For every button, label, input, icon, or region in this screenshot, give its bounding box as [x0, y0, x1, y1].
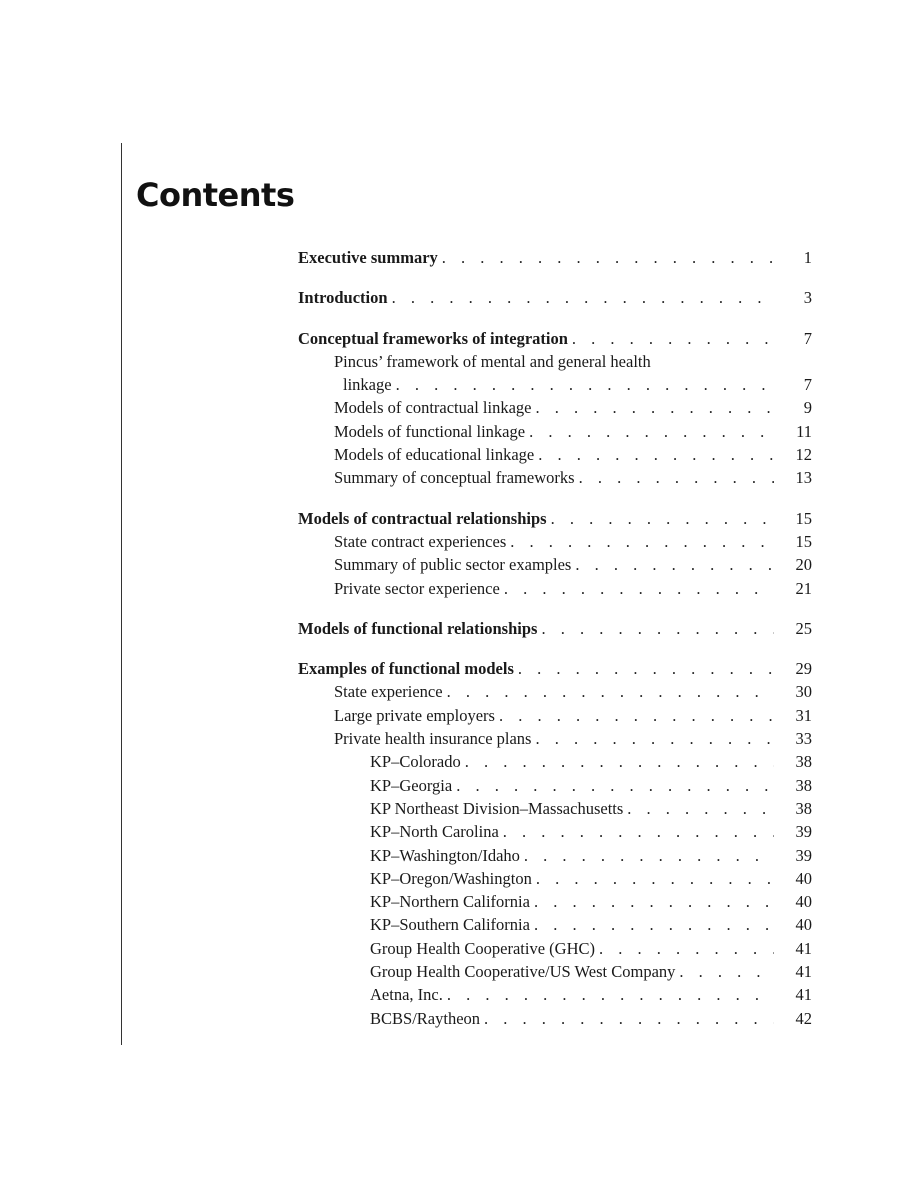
toc-entry[interactable] [298, 350, 812, 373]
toc-entry-label: Group Health Cooperative/US West Company [370, 962, 676, 982]
dot-leader [447, 680, 774, 703]
toc-entry-label: Introduction [298, 288, 388, 308]
toc-entry-label: Models of functional linkage [334, 421, 526, 441]
toc-entry-label: KP–North Carolina [370, 822, 499, 842]
dot-leader [396, 373, 774, 396]
dot-leader [572, 327, 774, 350]
dot-leader [534, 913, 774, 936]
dot-leader [627, 797, 774, 820]
toc-entry-label: Models of educational linkage [334, 445, 535, 465]
toc-entry[interactable] [298, 727, 812, 750]
toc-entry[interactable] [298, 867, 812, 890]
toc-entry-label: KP Northeast Division–Massachusetts [370, 798, 624, 818]
toc-entry[interactable] [298, 617, 812, 640]
dot-leader [499, 704, 774, 727]
dot-leader [518, 657, 774, 680]
toc-entry[interactable] [298, 704, 812, 727]
toc-page-number: 15 [795, 508, 812, 528]
toc-entry-label: Private health insurance plans [334, 729, 532, 749]
dot-leader [679, 960, 774, 983]
dot-leader [541, 617, 774, 640]
toc-entry[interactable] [298, 750, 812, 773]
dot-leader [538, 443, 774, 466]
dot-leader [535, 396, 774, 419]
dot-leader [535, 727, 774, 750]
toc-page-number: 40 [795, 915, 812, 935]
dot-leader [392, 286, 774, 309]
toc-entry-label: KP–Northern California [370, 892, 530, 912]
dot-leader [579, 466, 774, 489]
dot-leader [534, 890, 774, 913]
toc-entry-label: Aetna, Inc. [370, 985, 443, 1005]
dot-leader [465, 750, 774, 773]
toc-entry[interactable] [298, 680, 812, 703]
dot-leader [524, 844, 774, 867]
toc-page-number: 39 [795, 845, 812, 865]
toc-entry-label: Large private employers [334, 705, 495, 725]
toc-entry-label: Pincus’ framework of mental and general health [334, 351, 651, 371]
dot-leader [503, 820, 774, 843]
toc-entry[interactable] [298, 1007, 812, 1030]
toc-entry-label: Summary of conceptual frameworks [334, 468, 575, 488]
toc-page-number: 25 [795, 618, 812, 638]
toc-entry[interactable] [298, 530, 812, 553]
toc-entry-label: Models of contractual linkage [334, 398, 532, 418]
toc-page-number: 42 [795, 1008, 812, 1028]
toc-entry-label: Group Health Cooperative (GHC) [370, 938, 595, 958]
dot-leader [456, 774, 774, 797]
toc-page-number: 11 [796, 421, 812, 441]
toc-page-number: 20 [795, 555, 812, 575]
margin-rule [121, 143, 122, 1045]
toc-page-number: 30 [795, 682, 812, 702]
toc-entry[interactable] [298, 443, 812, 466]
toc-entry-label: Examples of functional models [298, 659, 514, 679]
toc-page-number: 9 [803, 398, 812, 418]
dot-leader [551, 507, 774, 530]
dot-leader [536, 867, 774, 890]
toc-entry[interactable] [298, 913, 812, 936]
toc-entry[interactable] [298, 820, 812, 843]
toc-page-number: 41 [795, 938, 812, 958]
toc-entry-label: KP–Oregon/Washington [370, 868, 532, 888]
toc-page-number: 41 [795, 985, 812, 1005]
toc-page-number: 12 [795, 445, 812, 465]
dot-leader [442, 246, 774, 269]
toc-page-number: 38 [795, 752, 812, 772]
toc-page-number: 31 [795, 705, 812, 725]
toc-page-number: 3 [803, 288, 812, 308]
toc-entry-label: Summary of public sector examples [334, 555, 572, 575]
toc-entry-label: Executive summary [298, 248, 438, 267]
toc-entry-label: Private sector experience [334, 578, 500, 598]
toc-entry-label: KP–Southern California [370, 915, 530, 935]
toc-entry[interactable] [298, 286, 812, 309]
toc-page-number: 21 [795, 578, 812, 598]
toc-entry[interactable] [298, 960, 812, 983]
toc-page-number: 38 [795, 798, 812, 818]
toc-page-number: 29 [795, 659, 812, 679]
toc-page-number: 33 [795, 729, 812, 749]
toc-entry[interactable] [298, 844, 812, 867]
toc-page-number: 7 [803, 328, 812, 348]
toc-entry[interactable] [298, 553, 812, 576]
dot-leader [599, 937, 774, 960]
page-title: Contents [136, 176, 295, 214]
dot-leader [575, 553, 774, 576]
toc-page-number: 40 [795, 892, 812, 912]
toc-entry[interactable] [298, 657, 812, 680]
dot-leader [510, 530, 774, 553]
toc-page-number: 1 [803, 248, 812, 267]
dot-leader [447, 983, 774, 1006]
toc-entry[interactable] [298, 507, 812, 530]
toc-page-number: 15 [795, 531, 812, 551]
toc-page-number: 7 [803, 375, 812, 395]
toc-entry-label: Conceptual frameworks of integration [298, 328, 568, 348]
toc-entry-label: State experience [334, 682, 443, 702]
toc-entry[interactable] [298, 327, 812, 350]
dot-leader [529, 420, 774, 443]
dot-leader [484, 1007, 774, 1030]
toc-page-number: 39 [795, 822, 812, 842]
toc-entry-label: State contract experiences [334, 531, 507, 551]
toc-page-number: 40 [795, 868, 812, 888]
toc-entry[interactable] [298, 797, 812, 820]
toc-entry[interactable] [298, 577, 812, 600]
toc-entry-label: KP–Washington/Idaho [370, 845, 520, 865]
dot-leader [504, 577, 774, 600]
toc-entry-label: BCBS/Raytheon [370, 1008, 481, 1028]
toc-entry-label: KP–Georgia [370, 775, 453, 795]
toc-entry[interactable] [298, 890, 812, 913]
toc-entry-label: Models of contractual relationships [298, 508, 547, 528]
toc-entry-label: Models of functional relationships [298, 618, 538, 638]
toc-entry-label: KP–Colorado [370, 752, 461, 772]
toc-entry[interactable] [298, 983, 812, 1006]
toc-entry[interactable] [298, 396, 812, 419]
toc-entry-continuation[interactable] [298, 373, 812, 396]
toc-entry-label: linkage [343, 375, 392, 395]
toc-page-number: 13 [795, 468, 812, 488]
toc-entry[interactable] [298, 466, 812, 489]
toc-entry[interactable] [298, 420, 812, 443]
table-of-contents [298, 246, 812, 1030]
toc-entry[interactable] [298, 937, 812, 960]
toc-entry[interactable] [298, 774, 812, 797]
toc-page-number: 38 [795, 775, 812, 795]
toc-page-number: 41 [795, 962, 812, 982]
toc-entry[interactable] [298, 246, 812, 269]
